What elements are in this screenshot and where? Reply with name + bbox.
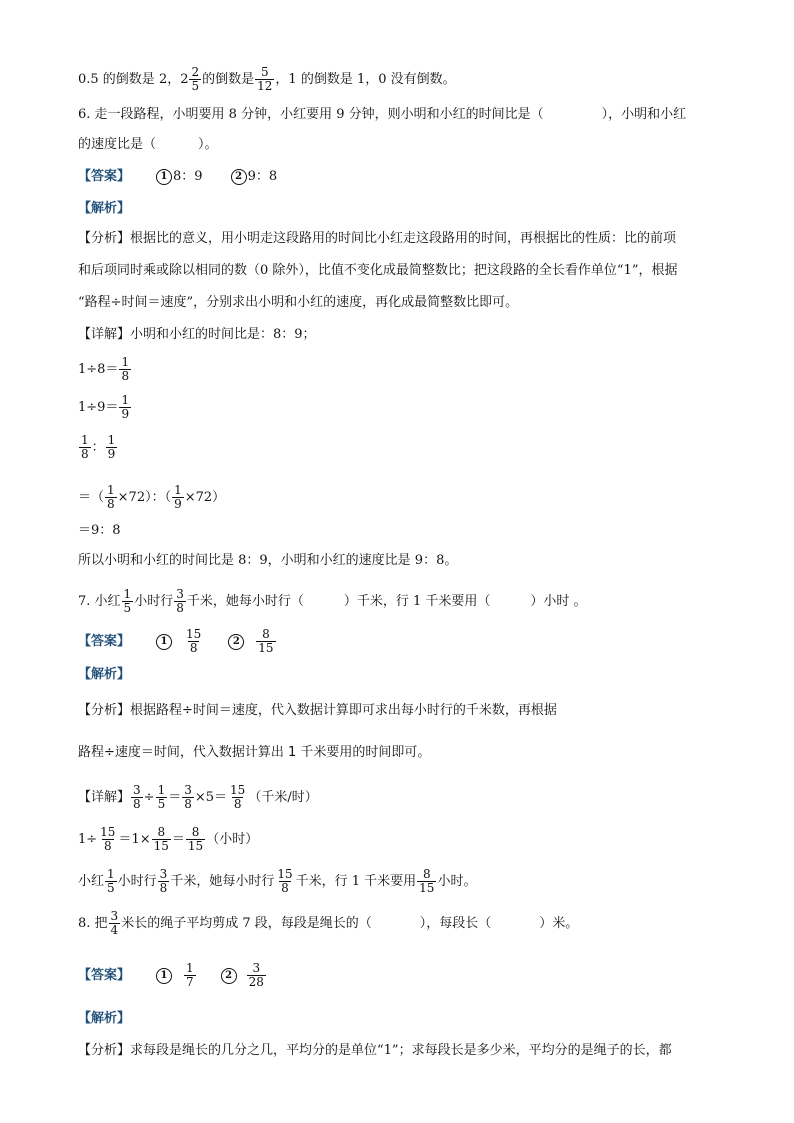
- numerator: 8: [157, 825, 166, 839]
- text: ：: [91, 440, 105, 455]
- text: 根据比的意义，用小明走这段路用的时间比小红走这段路用的时间，再根据比的性质：比的前项: [130, 231, 677, 246]
- text: 的倒数是: [202, 72, 255, 87]
- summary-7: [78, 868, 476, 895]
- circled-number: 1: [156, 169, 172, 185]
- numerator: 1: [174, 483, 182, 497]
- text: ×72）: [184, 490, 226, 505]
- text: 6. 走一段路程，小明要用 8 分钟，小红要用 9 分钟，则小明和小红的时间比是（: [78, 107, 544, 122]
- calc-6-line3: [78, 434, 118, 461]
- text: ），小明和小红: [601, 107, 687, 122]
- numerator: 1: [123, 587, 132, 601]
- fraction: [119, 356, 131, 383]
- text: ，1 的倒数是 1，0 没有倒数。: [275, 72, 456, 87]
- numerator: 1: [107, 433, 116, 447]
- answer-label: 【答案】: [78, 169, 131, 184]
- fraction: [228, 784, 247, 811]
- text: ÷: [143, 790, 155, 805]
- numerator: 1: [186, 961, 194, 975]
- denominator: 5: [157, 797, 166, 811]
- fraction: [174, 588, 186, 615]
- numerator: 15: [277, 867, 293, 881]
- fraction: [417, 868, 436, 895]
- analysis-6-line2: 和后项同时乘或除以相同的数（0 除外），比值不变化成最简整数比；把这段路的全长看作单位“1”，根据: [78, 263, 678, 278]
- fraction: [105, 484, 117, 511]
- text: 求每段是绳长的几分之几，平均分的是单位“1”；求每段长是多少米，平均分的是绳子的长，都: [130, 1043, 672, 1058]
- denominator: 8: [176, 601, 184, 615]
- fraction: [119, 394, 131, 421]
- fraction: [189, 66, 201, 93]
- denominator: 15: [153, 839, 169, 853]
- analysis-label: 【解析】: [78, 201, 131, 216]
- analysis-label: 【解析】: [78, 667, 131, 682]
- numerator: 3: [184, 783, 192, 797]
- fraction: [156, 784, 168, 811]
- calc-6-line1: [78, 356, 132, 383]
- text: 小时。: [437, 874, 477, 889]
- analysis-6-line1: [78, 230, 676, 248]
- text: ×5＝: [194, 790, 228, 805]
- denominator: 15: [187, 839, 204, 853]
- detail-7-line1: [78, 784, 318, 811]
- fraction: [184, 628, 203, 655]
- fraction: [131, 784, 143, 811]
- tag: 【分析】: [78, 231, 131, 246]
- analysis-7-line2: 路程÷速度＝时间，代入数据计算出 1 千米要用的时间即可。: [78, 745, 431, 760]
- answer-7: [78, 628, 277, 655]
- analysis-7-line1: [78, 702, 557, 720]
- numerator: 3: [252, 961, 261, 975]
- fraction: [79, 434, 91, 461]
- numerator: 1: [107, 483, 115, 497]
- denominator: 7: [186, 975, 194, 989]
- text: 小明和小红的时间比是：8：9；: [130, 327, 316, 342]
- analysis-6-line3: “路程÷时间＝速度”，分别求出小明和小红的速度，再化成最简整数比即可。: [78, 295, 519, 310]
- question-7: [78, 588, 587, 615]
- tag: 【详解】: [78, 790, 131, 805]
- fraction: [255, 66, 274, 93]
- circled-number: 2: [228, 634, 244, 650]
- fraction: [122, 588, 134, 615]
- text: 根据路程÷时间＝速度，代入数据计算即可求出每小时行的千米数，再根据: [130, 703, 557, 718]
- numerator: 2: [191, 65, 200, 79]
- text: 千米，行 1 千米要用: [295, 874, 417, 889]
- denominator: 5: [191, 79, 200, 93]
- text: ）千米，行 1 千米要用（: [343, 594, 491, 609]
- text: ）。: [198, 137, 218, 152]
- denominator: 5: [123, 601, 132, 615]
- fraction: [172, 484, 184, 511]
- text: 千米，她每小时行（: [186, 594, 304, 609]
- text: ×72）：（: [117, 490, 172, 505]
- answer-label: 【答案】: [78, 968, 131, 983]
- question-6-line1: [78, 106, 686, 124]
- numerator: 5: [260, 65, 269, 79]
- denominator: 8: [121, 369, 130, 383]
- denominator: 9: [107, 447, 116, 461]
- denominator: 9: [121, 407, 130, 421]
- text: ＝: [171, 832, 185, 847]
- question-6-line2: [78, 136, 218, 154]
- denominator: 8: [107, 497, 115, 511]
- numerator: 8: [191, 825, 200, 839]
- numerator: 15: [100, 825, 116, 839]
- detail-7-line2: [78, 826, 258, 853]
- text: ），每段长（: [419, 916, 492, 931]
- fraction: [109, 910, 121, 937]
- fraction: [105, 868, 117, 895]
- fraction: [184, 962, 196, 989]
- denominator: 15: [258, 641, 274, 655]
- summary-6: 所以小明和小红的时间比是 8：9，小明和小红的速度比是 9：8。: [78, 553, 458, 568]
- calc-6-line2: [78, 394, 132, 421]
- fraction: [106, 434, 118, 461]
- denominator: 9: [174, 497, 182, 511]
- circled-number: 2: [231, 169, 247, 185]
- text: 千米，她每小时行: [170, 874, 275, 889]
- fraction: [256, 628, 275, 655]
- denominator: 8: [103, 839, 112, 853]
- text: 1÷8＝: [78, 362, 119, 377]
- text: ）小时 。: [530, 594, 587, 609]
- answer-value: 8：9: [173, 169, 203, 184]
- answer-6: [78, 168, 277, 186]
- numerator: 3: [133, 783, 141, 797]
- text: ＝1×: [118, 832, 151, 847]
- detail-6: [78, 326, 316, 344]
- numerator: 8: [262, 627, 270, 641]
- denominator: 8: [133, 797, 141, 811]
- text: 1÷9＝: [78, 400, 119, 415]
- numerator: 3: [176, 587, 184, 601]
- denominator: 4: [110, 923, 119, 937]
- answer-label: 【答案】: [78, 634, 131, 649]
- answer-8: [78, 962, 267, 989]
- numerator: 15: [186, 627, 202, 641]
- text: 小红: [78, 874, 105, 889]
- denominator: 5: [107, 881, 115, 895]
- denominator: 8: [189, 641, 198, 655]
- numerator: 3: [159, 867, 168, 881]
- text: 0.5 的倒数是 2，2: [78, 72, 189, 87]
- fraction: [186, 826, 205, 853]
- denominator: 15: [419, 881, 435, 895]
- text: ＝: [168, 790, 182, 805]
- denominator: 8: [184, 797, 192, 811]
- denominator: 8: [159, 881, 168, 895]
- question-8: [78, 910, 578, 937]
- fraction: [247, 962, 266, 989]
- denominator: 8: [81, 447, 89, 461]
- text: 的速度比是（: [78, 137, 157, 152]
- text: 小时行: [134, 594, 174, 609]
- text: 米长的绳子平均剪成 7 段，每段是绳长的（: [121, 916, 372, 931]
- calc-6-line4: [78, 484, 225, 511]
- numerator: 3: [110, 909, 119, 923]
- circled-number: 1: [156, 968, 172, 984]
- numerator: 1: [121, 393, 130, 407]
- calc-6-line5: ＝9：8: [78, 523, 121, 538]
- tag: 【分析】: [78, 703, 131, 718]
- fraction: [182, 784, 194, 811]
- fraction: [98, 826, 117, 853]
- text: 8. 把: [78, 916, 108, 931]
- numerator: 1: [107, 867, 115, 881]
- fraction: [158, 868, 170, 895]
- text: 7. 小红: [78, 594, 121, 609]
- text: ＝（: [78, 490, 105, 505]
- fraction: [275, 868, 294, 895]
- numerator: 15: [230, 783, 246, 797]
- numerator: 1: [121, 355, 130, 369]
- circled-number: 2: [221, 968, 237, 984]
- numerator: 1: [81, 433, 89, 447]
- numerator: 8: [422, 867, 431, 881]
- denominator: 28: [248, 975, 264, 989]
- text: 1÷: [78, 832, 98, 847]
- unit: （小时）: [206, 832, 259, 847]
- fraction: [152, 826, 171, 853]
- circled-number: 1: [156, 634, 172, 650]
- tag: 【分析】: [78, 1043, 131, 1058]
- answer-value: 9：8: [247, 169, 278, 184]
- denominator: 8: [281, 881, 289, 895]
- unit: （千米/时）: [248, 790, 318, 805]
- denominator: 12: [257, 79, 273, 93]
- analysis-8: [78, 1042, 672, 1060]
- analysis-label: 【解析】: [78, 1011, 131, 1026]
- tag: 【详解】: [78, 327, 131, 342]
- reciprocal-line: [78, 66, 456, 93]
- text: ）米。: [539, 916, 579, 931]
- text: 小时行: [117, 874, 157, 889]
- numerator: 1: [157, 783, 166, 797]
- denominator: 8: [233, 797, 242, 811]
